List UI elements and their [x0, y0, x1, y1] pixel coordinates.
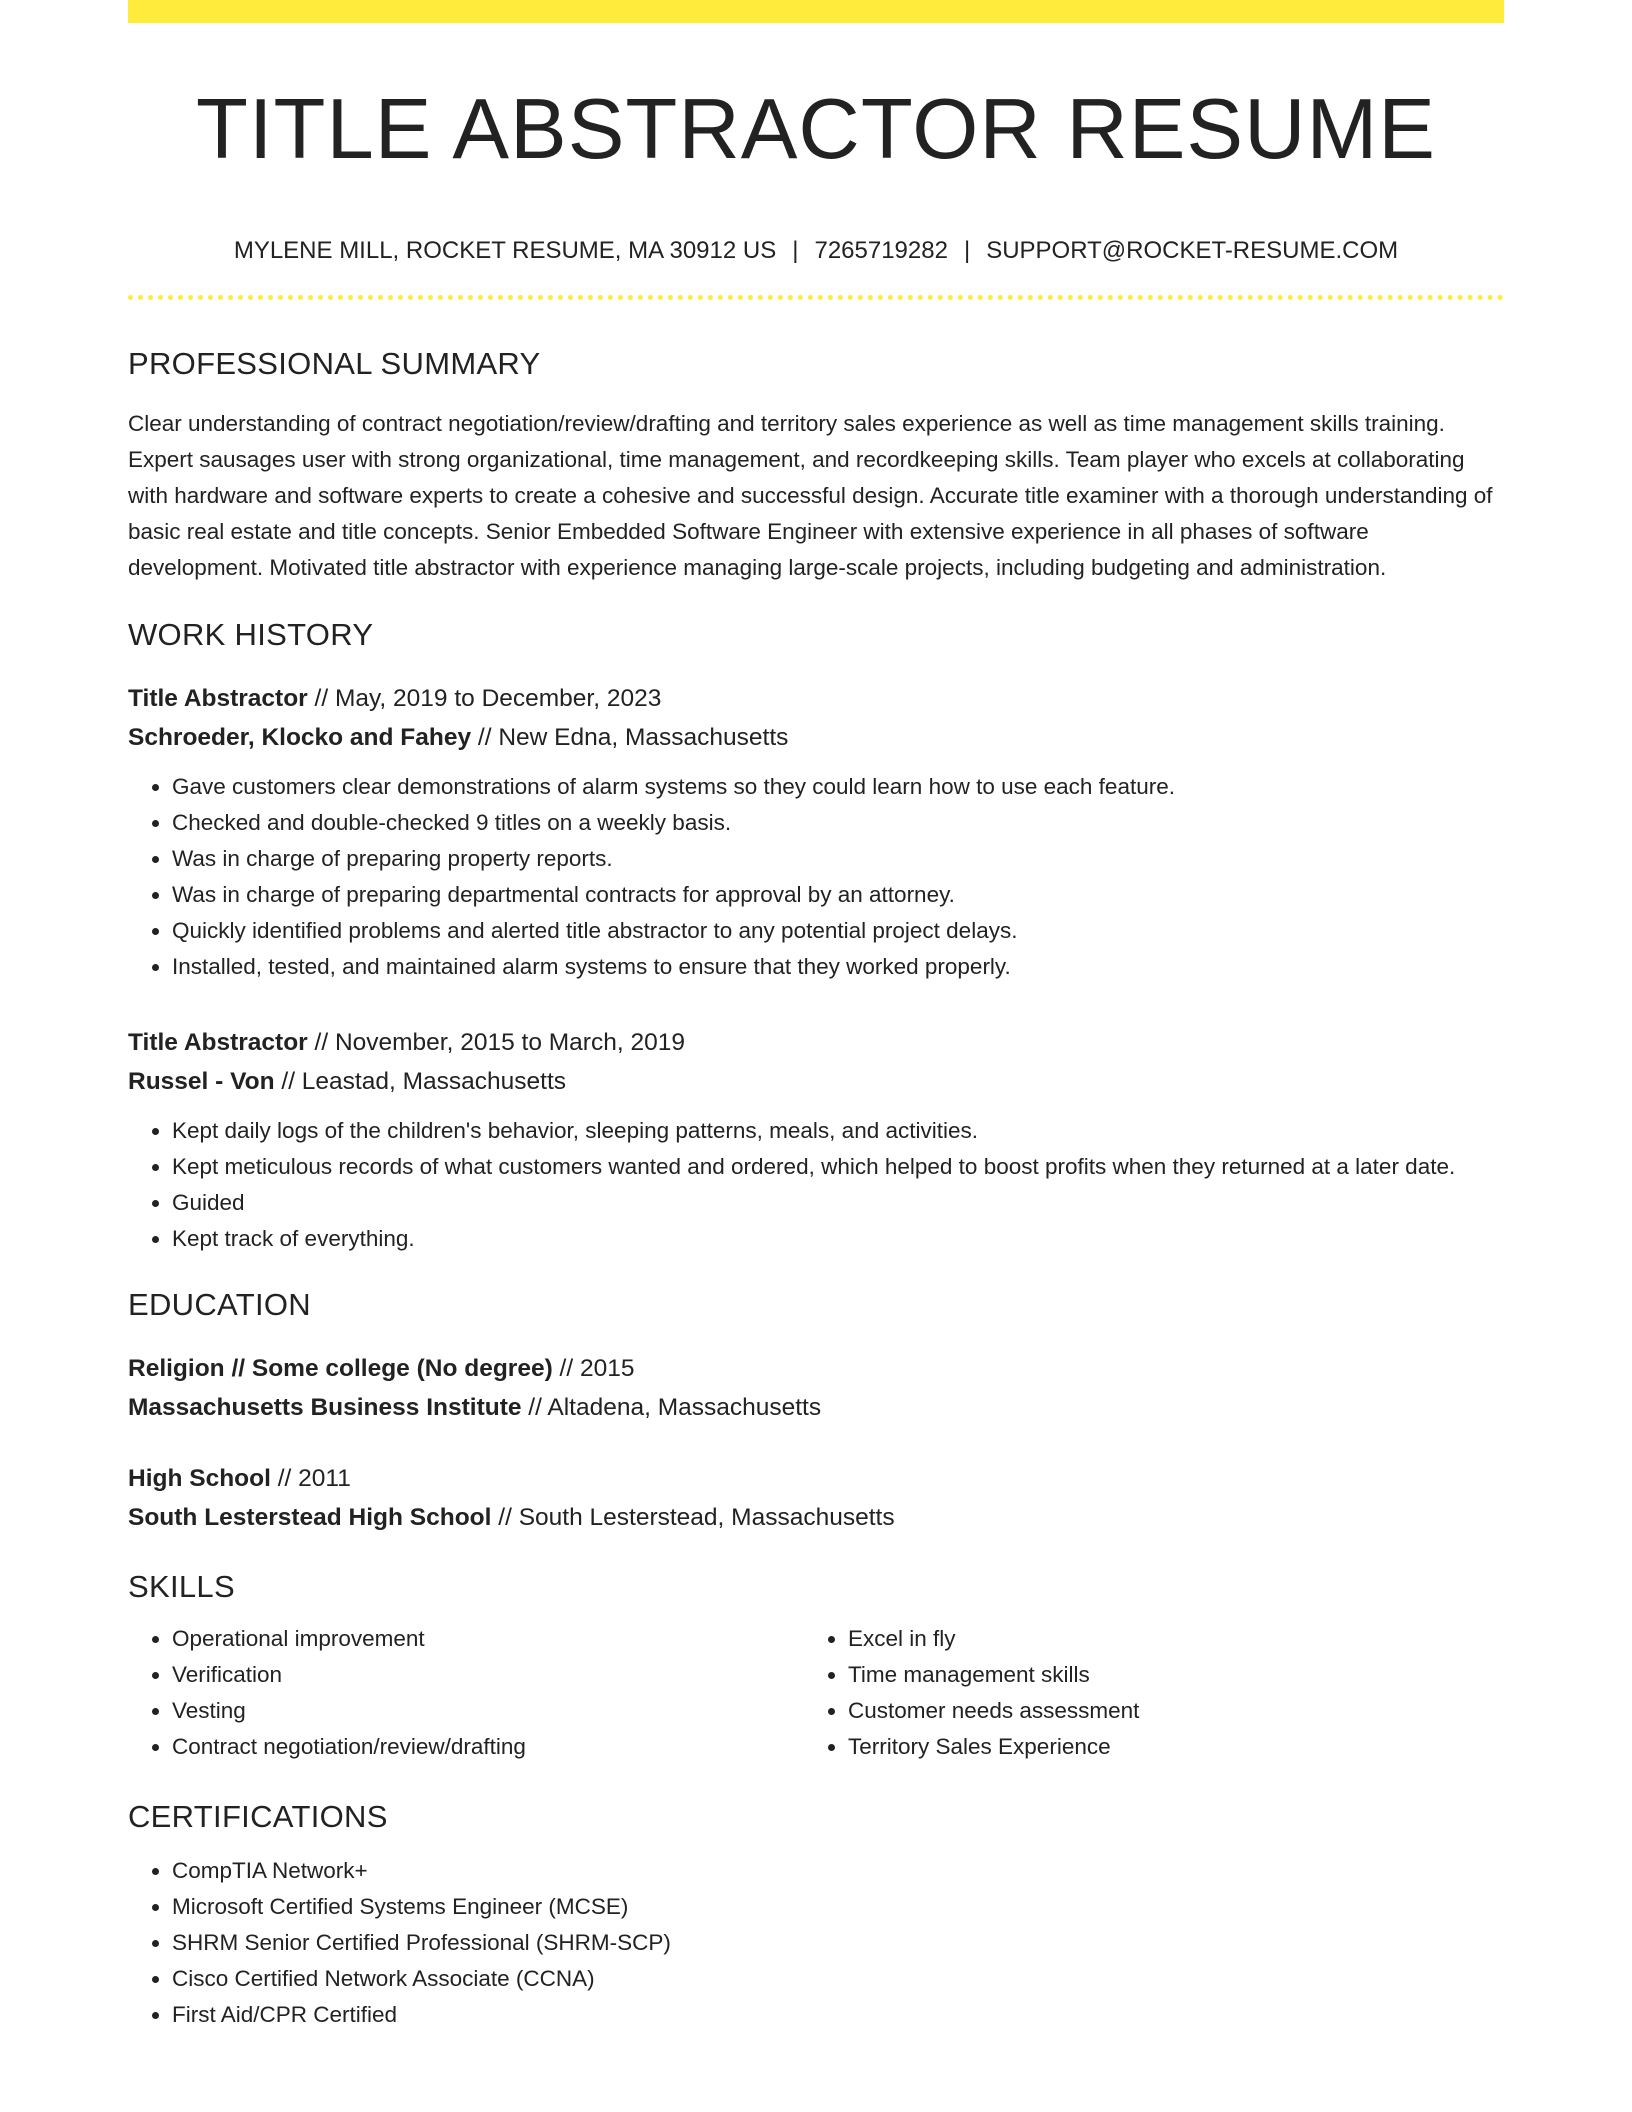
education-year: // 2015 [552, 1354, 635, 1382]
contact-address: MYLENE MILL, ROCKET RESUME, MA 30912 US [233, 236, 777, 264]
section-heading-summary: PROFESSIONAL SUMMARY [128, 345, 541, 381]
list-item: • Was in charge of preparing property reports. [172, 841, 1504, 877]
education-entry [128, 1459, 1504, 1537]
job-company: Schroeder, Klocko and Fahey [128, 723, 472, 751]
resume-title: TITLE ABSTRACTOR RESUME [196, 82, 1436, 177]
contact-separator: | [963, 236, 971, 264]
job-company-line [128, 718, 1504, 757]
certifications-section [128, 1799, 1504, 2033]
list-item: • Kept track of everything. [172, 1221, 1504, 1257]
job-dates: // November, 2015 to March, 2019 [307, 1028, 685, 1056]
list-item: • Vesting [172, 1693, 804, 1729]
list-item: • Verification [172, 1657, 804, 1693]
education-school-line [128, 1498, 1504, 1537]
job-location: // New Edna, Massachusetts [471, 723, 789, 751]
skills-column-left [128, 1621, 804, 1765]
job-entry [128, 679, 1504, 757]
education-location: // Altadena, Massachusetts [521, 1393, 822, 1421]
job-entry [128, 1023, 1504, 1101]
list-item: • Quickly identified problems and alerted title abstractor to any potential project delays. [172, 913, 1504, 949]
list-item: • Gave customers clear demonstrations of alarm systems so they could learn how to use each feature. [172, 769, 1504, 805]
job-location: // Leastad, Massachusetts [274, 1067, 567, 1095]
education-degree: High School [128, 1464, 271, 1492]
education-degree-line [128, 1349, 1504, 1388]
dotted-divider [128, 295, 1504, 300]
skills-section [128, 1569, 1504, 1765]
list-item: • SHRM Senior Certified Professional (SHRM-SCP) [172, 1925, 1504, 1961]
contact-phone: 7265719282 [814, 236, 948, 264]
education-location: // South Lesterstead, Massachusetts [491, 1503, 895, 1531]
contact-line [128, 237, 1504, 265]
education-year: // 2011 [270, 1464, 351, 1492]
list-item: • Kept daily logs of the children's behavior, sleeping patterns, meals, and activities. [172, 1113, 1504, 1149]
contact-separator: | [792, 236, 799, 264]
section-heading-work: WORK HISTORY [128, 616, 374, 652]
job-dates: // May, 2019 to December, 2023 [307, 684, 662, 712]
education-school: South Lesterstead High School [128, 1503, 492, 1531]
job-title-line [128, 679, 1504, 718]
summary-section [128, 346, 1504, 586]
list-item: • Kept meticulous records of what customers wanted and ordered, which helped to boost profits when they returned at a later date. [172, 1149, 1504, 1185]
list-item: • Time management skills [848, 1657, 1480, 1693]
summary-text: Clear understanding of contract negotiation/review/drafting and territory sales experience as well as time management skills training. Expert sausages user with strong organizational, time management, and recordkeeping skills. Team player who excels at collaborating with hardware and software experts to create a cohesive and successful design. Accurate title examiner with a thorough understanding of basic real estate and title concepts. Senior Embedded Software Engineer with extensive experience in all phases of software development. Motivated title abstractor with experience managing large-scale projects, including budgeting and administration. [128, 410, 1493, 580]
job-company: Russel - Von [128, 1067, 275, 1095]
work-history-section [128, 617, 1504, 1257]
list-item: • Operational improvement [172, 1621, 804, 1657]
education-degree-line [128, 1459, 1504, 1498]
list-item: • Customer needs assessment [848, 1693, 1480, 1729]
section-heading-skills: SKILLS [128, 1568, 235, 1604]
list-item: • Territory Sales Experience [848, 1729, 1480, 1765]
accent-top-bar [128, 0, 1504, 23]
job-company-line [128, 1062, 1504, 1101]
list-item: • Checked and double-checked 9 titles on a weekly basis. [172, 805, 1504, 841]
job-bullets [128, 1113, 1504, 1257]
education-school: Massachusetts Business Institute [128, 1393, 522, 1421]
job-bullets [128, 769, 1504, 985]
certifications-list [128, 1853, 1504, 2033]
list-item: • Contract negotiation/review/drafting [172, 1729, 804, 1765]
job-title: Title Abstractor [128, 1028, 308, 1056]
list-item: • Excel in fly [848, 1621, 1480, 1657]
list-item: • Cisco Certified Network Associate (CCNA) [172, 1961, 1504, 1997]
list-item: • Guided [172, 1185, 1504, 1221]
contact-email: SUPPORT@ROCKET-RESUME.COM [986, 236, 1399, 264]
list-item: • Was in charge of preparing departmental contracts for approval by an attorney. [172, 877, 1504, 913]
education-entry [128, 1349, 1504, 1427]
skills-column-right [804, 1621, 1480, 1765]
education-degree: Religion // Some college (No degree) [128, 1354, 553, 1382]
education-school-line [128, 1388, 1504, 1427]
education-section [128, 1287, 1504, 1537]
skills-grid [128, 1621, 1504, 1765]
list-item: • CompTIA Network+ [172, 1853, 1504, 1889]
job-title-line [128, 1023, 1504, 1062]
resume-page [128, 0, 1504, 2033]
section-heading-education: EDUCATION [128, 1286, 311, 1322]
list-item: • Microsoft Certified Systems Engineer (MCSE) [172, 1889, 1504, 1925]
list-item: • First Aid/CPR Certified [172, 1997, 1504, 2033]
job-title: Title Abstractor [128, 684, 308, 712]
section-heading-certifications: CERTIFICATIONS [128, 1798, 388, 1834]
list-item: • Installed, tested, and maintained alarm systems to ensure that they worked properly. [172, 949, 1504, 985]
